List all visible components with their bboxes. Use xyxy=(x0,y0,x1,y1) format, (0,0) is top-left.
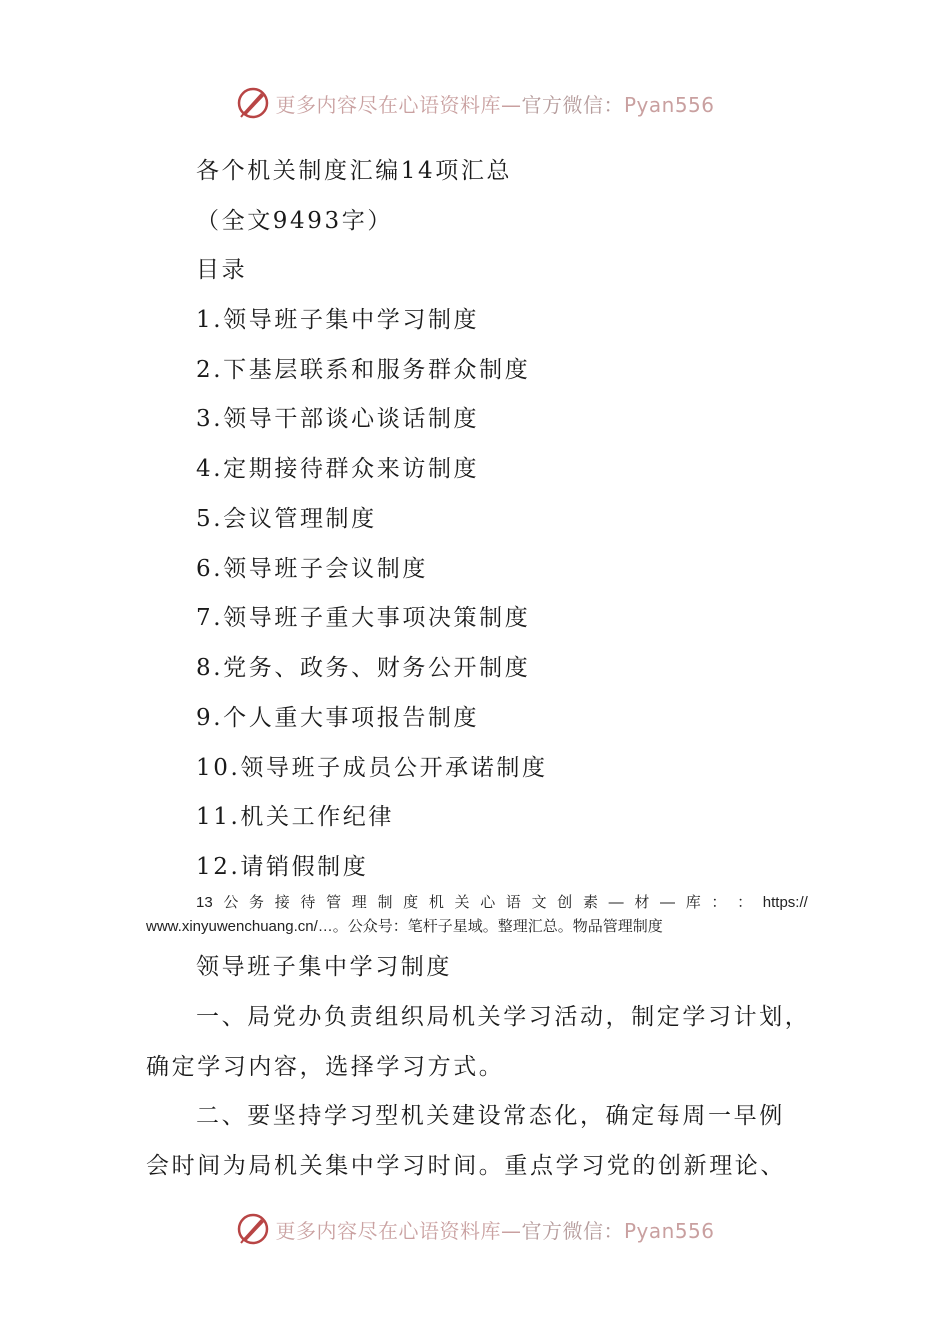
toc-item-13-char: — xyxy=(660,894,676,911)
toc-item: 8.党务、政务、财务公开制度 xyxy=(196,655,531,681)
quill-logo-icon xyxy=(235,85,271,121)
banner-main-text: 更多内容尽在心语资料库— xyxy=(275,92,522,117)
banner-wechat-id: Pyan556 xyxy=(623,1218,715,1243)
toc-item-13-char: ： xyxy=(737,894,753,911)
header-banner xyxy=(0,83,950,123)
toc-item-13-char: 13 xyxy=(196,894,213,911)
toc-item: 12.请销假制度 xyxy=(196,854,369,880)
toc-item-13-char: 理 xyxy=(351,894,367,911)
toc-heading: 目录 xyxy=(196,257,248,283)
toc-item-13-char: 素 xyxy=(582,894,598,911)
toc-item-13-char: ： xyxy=(711,894,727,911)
toc-item: 5.会议管理制度 xyxy=(196,506,377,532)
paragraph-line: 一、局党办负责组织局机关学习活动，制定学习计划， xyxy=(196,1004,811,1030)
toc-item-13-char: 度 xyxy=(403,894,419,911)
quill-logo-icon xyxy=(235,1211,271,1247)
banner-wechat-label: 官方微信： xyxy=(521,92,624,117)
toc-item-13-char: 语 xyxy=(505,894,521,911)
toc-item-13-char: 机 xyxy=(428,894,444,911)
footer-banner xyxy=(0,1209,950,1249)
toc-item: 9.个人重大事项报告制度 xyxy=(196,705,480,731)
section-title: 领导班子集中学习制度 xyxy=(196,954,452,980)
toc-item: 11.机关工作纪律 xyxy=(196,804,394,830)
toc-item-13-char: 心 xyxy=(480,894,496,911)
toc-item-13-char: 公 xyxy=(223,894,239,911)
banner-wechat-label: 官方微信： xyxy=(521,1218,624,1243)
toc-item: 4.定期接待群众来访制度 xyxy=(196,456,480,482)
paragraph-line: 二、要坚持学习型机关建设常态化，确定每周一早例 xyxy=(196,1103,785,1129)
toc-item-13-char: 库 xyxy=(685,894,701,911)
toc-item: 3.领导干部谈心谈话制度 xyxy=(196,406,480,432)
toc-item-13-char: 创 xyxy=(557,894,573,911)
toc-item: 10.领导班子成员公开承诺制度 xyxy=(196,755,548,781)
toc-item-13-char: 关 xyxy=(454,894,470,911)
toc-item-13-char: 待 xyxy=(300,894,316,911)
toc-item: 7.领导班子重大事项决策制度 xyxy=(196,605,531,631)
banner-wechat-id: Pyan556 xyxy=(623,92,715,117)
banner-main-text: 更多内容尽在心语资料库— xyxy=(275,1218,522,1243)
toc-item-13-char: 管 xyxy=(326,894,342,911)
toc-item-13-char: 务 xyxy=(249,894,265,911)
banner-text xyxy=(275,1215,714,1244)
paragraph-line: 确定学习内容，选择学习方式。 xyxy=(146,1054,505,1080)
banner-text xyxy=(275,89,714,118)
toc-item: 1.领导班子集中学习制度 xyxy=(196,307,480,333)
toc-item-13-char: 制 xyxy=(377,894,393,911)
word-count: （全文9493字） xyxy=(196,208,393,234)
toc-item: 2.下基层联系和服务群众制度 xyxy=(196,357,531,383)
toc-item: 6.领导班子会议制度 xyxy=(196,556,428,582)
toc-item-13-char: — xyxy=(608,894,624,911)
toc-item-13-char: https:// xyxy=(762,894,808,911)
paragraph-line: 会时间为局机关集中学习时间。重点学习党的创新理论、 xyxy=(146,1153,786,1179)
toc-item-13-char: 材 xyxy=(634,894,650,911)
toc-item-13-continuation: www.xinyuwenchuang.cn/…。公众号：笔杆子星域。整理汇总。物品管理制度 xyxy=(146,918,663,935)
toc-item-13-char: 接 xyxy=(274,894,290,911)
toc-item-13-justified xyxy=(196,893,808,913)
document-title: 各个机关制度汇编14项汇总 xyxy=(196,158,513,184)
toc-item-13-char: 文 xyxy=(531,894,547,911)
